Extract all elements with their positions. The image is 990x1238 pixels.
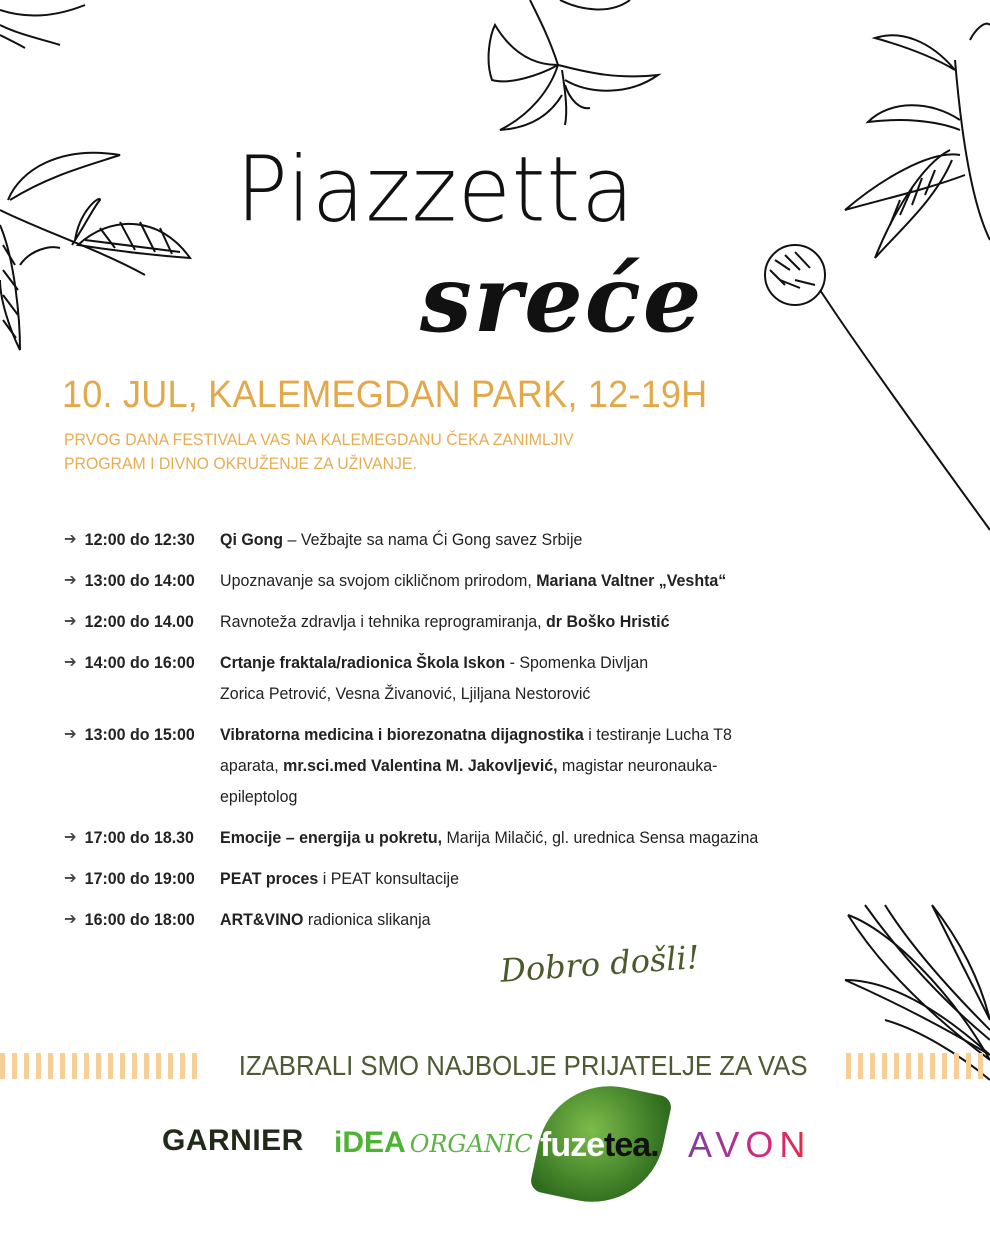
schedule-description: Emocije – energija u pokretu, Marija Milačić, gl. urednica Sensa magazina <box>220 828 759 847</box>
schedule-item <box>64 904 816 935</box>
arrow-right-icon: ➔ <box>64 870 77 887</box>
arrow-right-icon: ➔ <box>64 654 77 671</box>
garnier-logo: GARNIER <box>162 1124 304 1158</box>
schedule-description: Qi Gong – Vežbajte sa nama Ći Gong savez Srbije <box>220 530 583 549</box>
schedule-item <box>64 822 816 853</box>
schedule-time: 16:00 do 18:00 <box>84 910 195 929</box>
schedule-item <box>64 863 816 894</box>
schedule-description: Ravnoteža zdravlja i tehnika reprogramiranja, dr Boško Hristić <box>220 612 670 631</box>
schedule-description: Vibratorna medicina i biorezonatna dijagnostika i testiranje Lucha T8 aparata, mr.sci.med Valentina M. Jakovljević, magistar neuronauka-epileptolog <box>220 725 732 806</box>
arrow-right-icon: ➔ <box>64 531 77 548</box>
flower-illustration-right <box>740 0 990 540</box>
partners-title: IZABRALI SMO NAJBOLJE PRIJATELJE ZA VAS <box>238 1050 808 1081</box>
arrow-right-icon: ➔ <box>64 726 77 743</box>
title-line-1: Piazzetta <box>236 137 635 243</box>
arrow-right-icon: ➔ <box>64 911 77 928</box>
schedule-item <box>64 719 816 812</box>
schedule-description: Upoznavanje sa svojom cikličnom prirodom, Mariana Valtner „Veshta“ <box>220 571 727 590</box>
schedule-time: 14:00 do 16:00 <box>84 653 195 672</box>
partner-logos <box>0 1090 990 1210</box>
schedule-item <box>64 606 816 637</box>
intro-text: PRVOG DANA FESTIVALA VAS NA KALEMEGDANU ČEKA ZANIMLJIV PROGRAM I DIVNO OKRUŽENJE ZA UŽIVANJE. <box>64 430 574 473</box>
schedule-item <box>64 524 816 555</box>
schedule-item <box>64 647 816 709</box>
welcome-text: Dobro došli! <box>498 938 701 990</box>
decorative-stripes-right <box>846 1053 990 1079</box>
schedule-time: 17:00 do 19:00 <box>84 869 195 888</box>
schedule-time: 13:00 do 15:00 <box>84 725 195 744</box>
schedule-item <box>64 565 816 596</box>
decorative-stripes-left <box>0 1053 200 1079</box>
schedule-time: 17:00 do 18.30 <box>84 828 194 847</box>
idea-organic-logo: iDEA ORGANIC <box>334 1126 533 1159</box>
schedule-list <box>64 524 864 935</box>
lily-illustration-top-center <box>470 0 670 140</box>
schedule-description: ART&VINO radionica slikanja <box>220 910 431 929</box>
title-line-2: sreće <box>420 245 704 353</box>
partners-banner <box>0 1046 990 1086</box>
schedule-time: 12:00 do 12:30 <box>84 530 195 549</box>
arrow-right-icon: ➔ <box>64 572 77 589</box>
schedule-description: PEAT proces i PEAT konsultacije <box>220 869 459 888</box>
arrow-right-icon: ➔ <box>64 829 77 846</box>
schedule-time: 13:00 do 14:00 <box>84 571 195 590</box>
date-location-heading: 10. JUL, KALEMEGDAN PARK, 12-19H <box>62 374 708 416</box>
avon-logo: AVON <box>688 1124 812 1165</box>
fuzetea-logo: fuzetea. <box>540 1126 659 1164</box>
schedule-description: Crtanje fraktala/radionica Škola Iskon - Spomenka Divljan Zorica Petrović, Vesna Živanović, Ljiljana Nestorović <box>220 653 649 703</box>
arrow-right-icon: ➔ <box>64 613 77 630</box>
schedule-time: 12:00 do 14.00 <box>84 612 194 631</box>
botanical-illustration-top-left <box>0 0 230 370</box>
